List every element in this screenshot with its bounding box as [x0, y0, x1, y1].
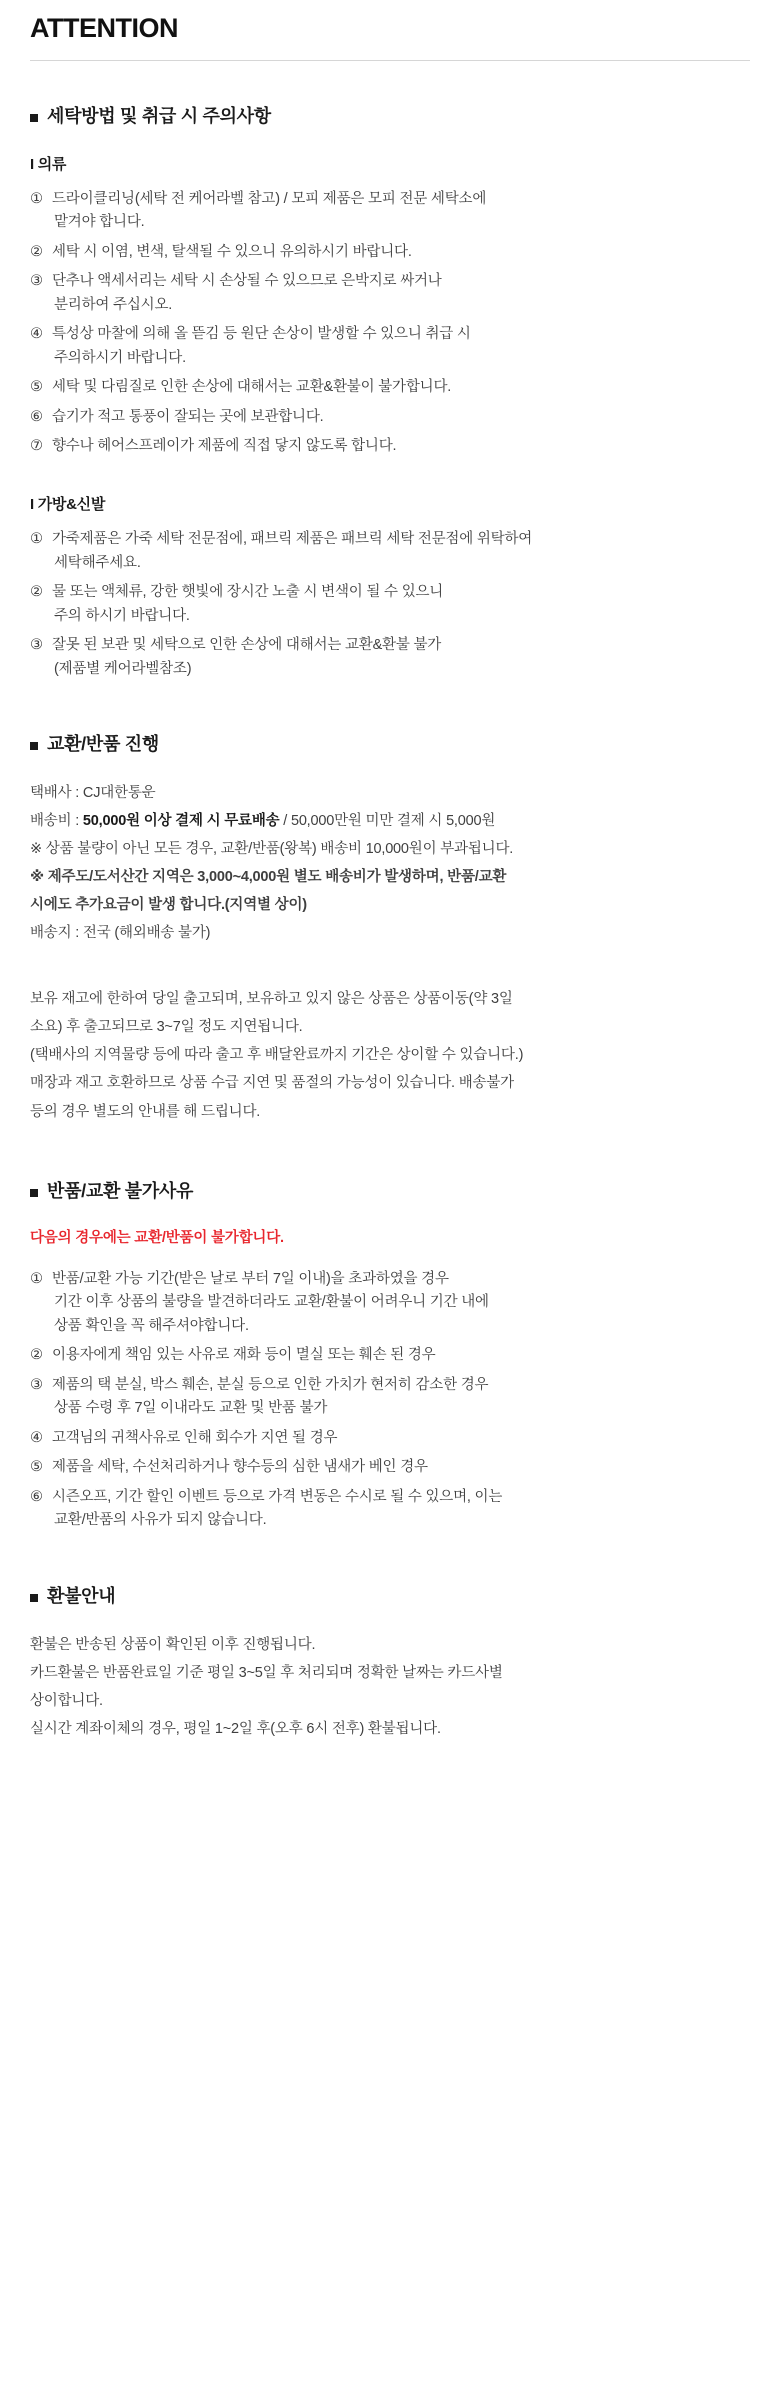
list-line: 드라이클리닝(세탁 전 케어라벨 참고) / 모피 제품은 모피 전문 세탁소에	[52, 190, 487, 207]
square-bullet-icon	[30, 1594, 38, 1602]
list-text	[52, 1374, 750, 1421]
list-marker: ③	[30, 1376, 43, 1393]
spacer	[30, 971, 750, 987]
list-text: 이용자에게 책임 있는 사유로 재화 등이 멸실 또는 훼손 된 경우	[52, 1347, 436, 1364]
courier-label: 택배사 :	[30, 784, 83, 801]
list-item	[30, 1486, 750, 1533]
spacer	[30, 1567, 750, 1583]
page-title: ATTENTION	[30, 13, 178, 43]
list-text: 향수나 헤어스프레이가 제품에 직접 닿지 않도록 합니다.	[52, 438, 397, 455]
list-item	[30, 435, 750, 458]
list-line: 세탁해주세요.	[54, 554, 141, 571]
courier-value: CJ대한통운	[82, 784, 156, 801]
list-text: 세탁 및 다림질로 인한 손상에 대해서는 교환&환불이 불가합니다.	[52, 379, 452, 396]
refund-line: 상이합니다.	[30, 1692, 103, 1709]
list-item	[30, 1344, 750, 1367]
list-line: 주의 하시기 바랍니다.	[54, 607, 190, 624]
sub-heading-bag-shoes: I 가방&신발	[30, 495, 106, 513]
section-heading-refund	[30, 1583, 750, 1611]
list-marker: ④	[30, 326, 43, 343]
list-item	[30, 323, 750, 370]
list-text	[52, 270, 750, 317]
list-text	[52, 1486, 750, 1533]
section-heading-no-return-label: 반품/교환 불가사유	[47, 1180, 194, 1201]
list-item	[30, 634, 750, 681]
list-item	[30, 406, 750, 429]
list-text	[52, 1268, 750, 1338]
square-bullet-icon	[30, 742, 38, 750]
list-item	[30, 1268, 750, 1338]
list-text: 습기가 적고 통풍이 잘되는 곳에 보관합니다.	[52, 408, 324, 425]
list-marker: ⑦	[30, 438, 43, 455]
list-line: 시즌오프, 기간 할인 이벤트 등으로 가격 변동은 수시로 될 수 있으며, 이는	[52, 1488, 503, 1505]
list-line: (제품별 케어라벨참조)	[54, 660, 192, 677]
spacer	[30, 715, 750, 731]
jeju-note-line1: ※ 제주도/도서산간 지역은 3,000~4,000원 별도 배송비가 발생하며, 반품/교환	[30, 869, 507, 886]
list-line: 물 또는 액체류, 강한 햇빛에 장시간 노출 시 변색이 될 수 있으니	[52, 584, 444, 601]
shipping-free-condition: 50,000원 이상 결제 시 무료배송	[82, 812, 280, 829]
list-marker: ②	[30, 243, 43, 260]
defect-note: ※ 상품 불량이 아닌 모든 경우, 교환/반품(왕복) 배송비 10,000원이 부과됩니다.	[30, 841, 514, 857]
list-text	[52, 581, 750, 628]
section-heading-exchange	[30, 731, 750, 759]
bag-shoes-care-list	[30, 528, 750, 681]
list-marker: ⑤	[30, 1459, 43, 1476]
sub-heading-clothing: I 의류	[30, 155, 67, 173]
stock-line: 등의 경우 별도의 안내를 해 드립니다.	[30, 1103, 261, 1120]
section-heading-refund-label: 환불안내	[47, 1585, 116, 1606]
spacer	[30, 1150, 750, 1178]
refund-line: 카드환불은 반품완료일 기준 평일 3~5일 후 처리되며 정확한 날짜는 카드사별	[30, 1664, 503, 1681]
list-marker: ⑤	[30, 379, 43, 396]
list-line: 제품의 택 분실, 박스 훼손, 분실 등으로 인한 가치가 현저히 감소한 경우	[52, 1376, 489, 1393]
jeju-note-line2: 시에도 추가요금이 발생 합니다.(지역별 상이)	[30, 897, 307, 914]
list-item	[30, 241, 750, 264]
list-item	[30, 581, 750, 628]
delivery-area-line: 배송지 : 전국 (해외배송 불가)	[30, 925, 211, 942]
list-line: 가죽제품은 가죽 세탁 전문점에, 패브릭 제품은 패브릭 세탁 전문점에 위탁하여	[52, 531, 533, 548]
stock-line: 매장과 재고 호환하므로 상품 수급 지연 및 품절의 가능성이 있습니다. 배송불가	[30, 1075, 514, 1092]
refund-line: 환불은 반송된 상품이 확인된 이후 진행됩니다.	[30, 1636, 316, 1653]
list-text: 고객님의 귀책사유로 인해 회수가 지연 될 경우	[52, 1429, 338, 1446]
list-marker: ③	[30, 273, 43, 290]
no-return-notice: 다음의 경우에는 교환/반품이 불가합니다.	[30, 1230, 284, 1247]
list-marker: ①	[30, 190, 43, 207]
square-bullet-icon	[30, 1189, 38, 1197]
list-marker: ②	[30, 584, 43, 601]
section-heading-washing-label: 세탁방법 및 취급 시 주의사항	[47, 105, 271, 126]
clothing-care-list	[30, 188, 750, 459]
list-marker: ①	[30, 1270, 43, 1287]
list-line: 주의하시기 바랍니다.	[54, 349, 186, 366]
no-return-reason-list	[30, 1268, 750, 1533]
list-line: 맡겨야 합니다.	[54, 214, 145, 231]
refund-line: 실시간 계좌이체의 경우, 평일 1~2일 후(오후 6시 전후) 환불됩니다.	[30, 1720, 441, 1737]
list-line: 잘못 된 보관 및 세탁으로 인한 손상에 대해서는 교환&환불 불가	[52, 637, 442, 654]
stock-line: 보유 재고에 한하여 당일 출고되며, 보유하고 있지 않은 상품은 상품이동(약 3일	[30, 991, 513, 1008]
list-marker: ⑥	[30, 408, 43, 425]
shipping-paid-condition: / 50,000만원 미만 결제 시 5,000원	[279, 812, 496, 829]
stock-info-block	[30, 987, 750, 1123]
list-text	[52, 634, 750, 681]
courier-line	[30, 781, 750, 805]
list-marker: ⑥	[30, 1488, 43, 1505]
list-line: 기간 이후 상품의 불량을 발견하더라도 교환/환불이 어려우니 기간 내에	[54, 1294, 489, 1311]
list-marker: ③	[30, 637, 43, 654]
list-item	[30, 376, 750, 399]
stock-line: 소요) 후 출고되므로 3~7일 정도 지연됩니다.	[30, 1019, 303, 1036]
refund-info-block	[30, 1633, 750, 1741]
list-marker: ②	[30, 1347, 43, 1364]
list-line: 단추나 액세서리는 세탁 시 손상될 수 있으므로 은박지로 싸거나	[52, 273, 442, 290]
list-line: 분리하여 주십시오.	[54, 296, 173, 313]
list-item	[30, 528, 750, 575]
list-marker: ④	[30, 1429, 43, 1446]
list-text	[52, 188, 750, 235]
square-bullet-icon	[30, 114, 38, 122]
list-text	[52, 323, 750, 370]
shipping-fee-line	[30, 809, 750, 833]
list-text	[52, 528, 750, 575]
section-heading-washing	[30, 103, 750, 131]
list-item	[30, 1427, 750, 1450]
shipping-label: 배송비 :	[30, 812, 83, 829]
list-item	[30, 1374, 750, 1421]
shipping-info-block	[30, 781, 750, 945]
list-text: 세탁 시 이염, 변색, 탈색될 수 있으니 유의하시기 바랍니다.	[52, 243, 412, 260]
list-line: 반품/교환 가능 기간(받은 날로 부터 7일 이내)을 초과하였을 경우	[52, 1270, 449, 1287]
list-line: 교환/반품의 사유가 되지 않습니다.	[54, 1512, 267, 1529]
list-item	[30, 1456, 750, 1479]
list-item	[30, 270, 750, 317]
list-line: 상품 수령 후 7일 이내라도 교환 및 반품 불가	[54, 1400, 328, 1417]
list-item	[30, 188, 750, 235]
list-text: 제품을 세탁, 수선처리하거나 향수등의 심한 냄새가 베인 경우	[52, 1459, 428, 1476]
stock-line: (택배사의 지역물량 등에 따라 출고 후 배달완료까지 기간은 상이할 수 있습니다.)	[30, 1047, 524, 1064]
list-line: 상품 확인을 꼭 해주셔야합니다.	[54, 1317, 249, 1334]
section-heading-no-return	[30, 1178, 750, 1206]
section-heading-exchange-label: 교환/반품 진행	[47, 733, 159, 754]
list-marker: ①	[30, 531, 43, 548]
title-divider	[30, 60, 750, 61]
list-line: 특성상 마찰에 의해 올 뜯김 등 원단 손상이 발생할 수 있으니 취급 시	[52, 326, 471, 343]
